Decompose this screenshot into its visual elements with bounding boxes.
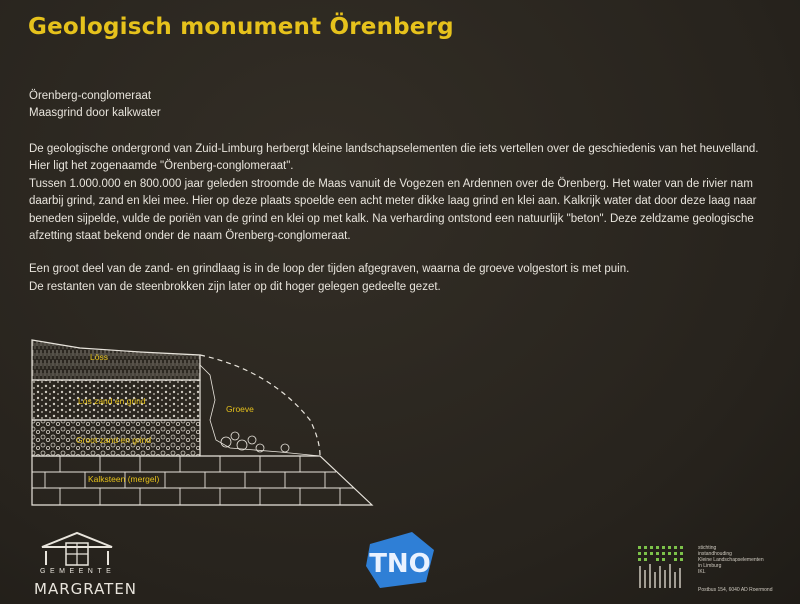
ikl-logo-icon bbox=[636, 542, 694, 592]
paragraph-2-line-1: Een groot deel van de zand- en grindlaag is in de loop der tijden afgegraven, waarna de groeve volgestort is met puin. bbox=[29, 263, 630, 276]
subtitle-block bbox=[29, 88, 161, 122]
tno-text: TNO bbox=[369, 549, 431, 579]
label-kalksteen: Kalksteen (mergel) bbox=[88, 474, 160, 484]
label-groot-zand: Groot zand en grind bbox=[76, 435, 152, 445]
ikl-address: Postbus 154, 6040 AD Roermond bbox=[698, 587, 773, 593]
ikl-line-1: stichting bbox=[698, 545, 717, 551]
margraten-logo-icon bbox=[32, 527, 122, 569]
ikl-text-block bbox=[698, 545, 793, 575]
margraten-gemeente-text: GEMEENTE bbox=[40, 568, 116, 575]
ikl-line-5: IKL bbox=[698, 569, 706, 575]
subtitle-line-2: Maasgrind door kalkwater bbox=[29, 107, 161, 119]
loss-layer bbox=[32, 340, 200, 380]
kalksteen-layer bbox=[32, 456, 372, 505]
geology-cross-section bbox=[20, 330, 380, 510]
label-groeve: Groeve bbox=[226, 404, 254, 414]
paragraph-1-line-1: De geologische ondergrond van Zuid-Limburg herbergt kleine landschapselementen die iets vertellen over de geschiedenis van het heuvelland. Hier ligt het zogenaamde "Örenberg-conglomeraat". bbox=[29, 143, 759, 173]
label-loss: Löss bbox=[90, 352, 108, 362]
margraten-name-text: MARGRATEN bbox=[34, 580, 138, 598]
ikl-line-2: instandhouding bbox=[698, 551, 732, 557]
subtitle-line-1: Örenberg-conglomeraat bbox=[29, 90, 152, 102]
label-los-zand: Los zand en grind bbox=[78, 396, 146, 406]
paragraph-1-line-2: Tussen 1.000.000 en 800.000 jaar geleden stroomde de Maas vanuit de Vogezen en Ardennen over de Örenberg. Het water van de rivier nam daarbij grind, zand en klei mee. Hier op deze plaats spoelde een acht meter dikke laag grind en klei aan. Kalkrijk water dat door deze laag naar beneden sijpelde, vulde de poriën van de grind en klei op met kalk. Na verharding ontstond een natuurlijk "beton". Deze zeldzame geologische afzetting staat bekend onder de naam Örenberg-conglomeraat. bbox=[29, 177, 757, 243]
tno-logo-icon bbox=[362, 530, 438, 590]
ikl-line-4: in Limburg bbox=[698, 563, 722, 569]
body-text bbox=[29, 141, 774, 296]
ikl-line-3: Kleine Landschapselementen bbox=[698, 557, 764, 563]
stone-blocks bbox=[221, 432, 289, 452]
sign-title: Geologisch monument Örenberg bbox=[28, 14, 454, 40]
paragraph-2-line-2: De restanten van de steenbrokken zijn later op dit hoger gelegen gedeelte gezet. bbox=[29, 280, 441, 293]
